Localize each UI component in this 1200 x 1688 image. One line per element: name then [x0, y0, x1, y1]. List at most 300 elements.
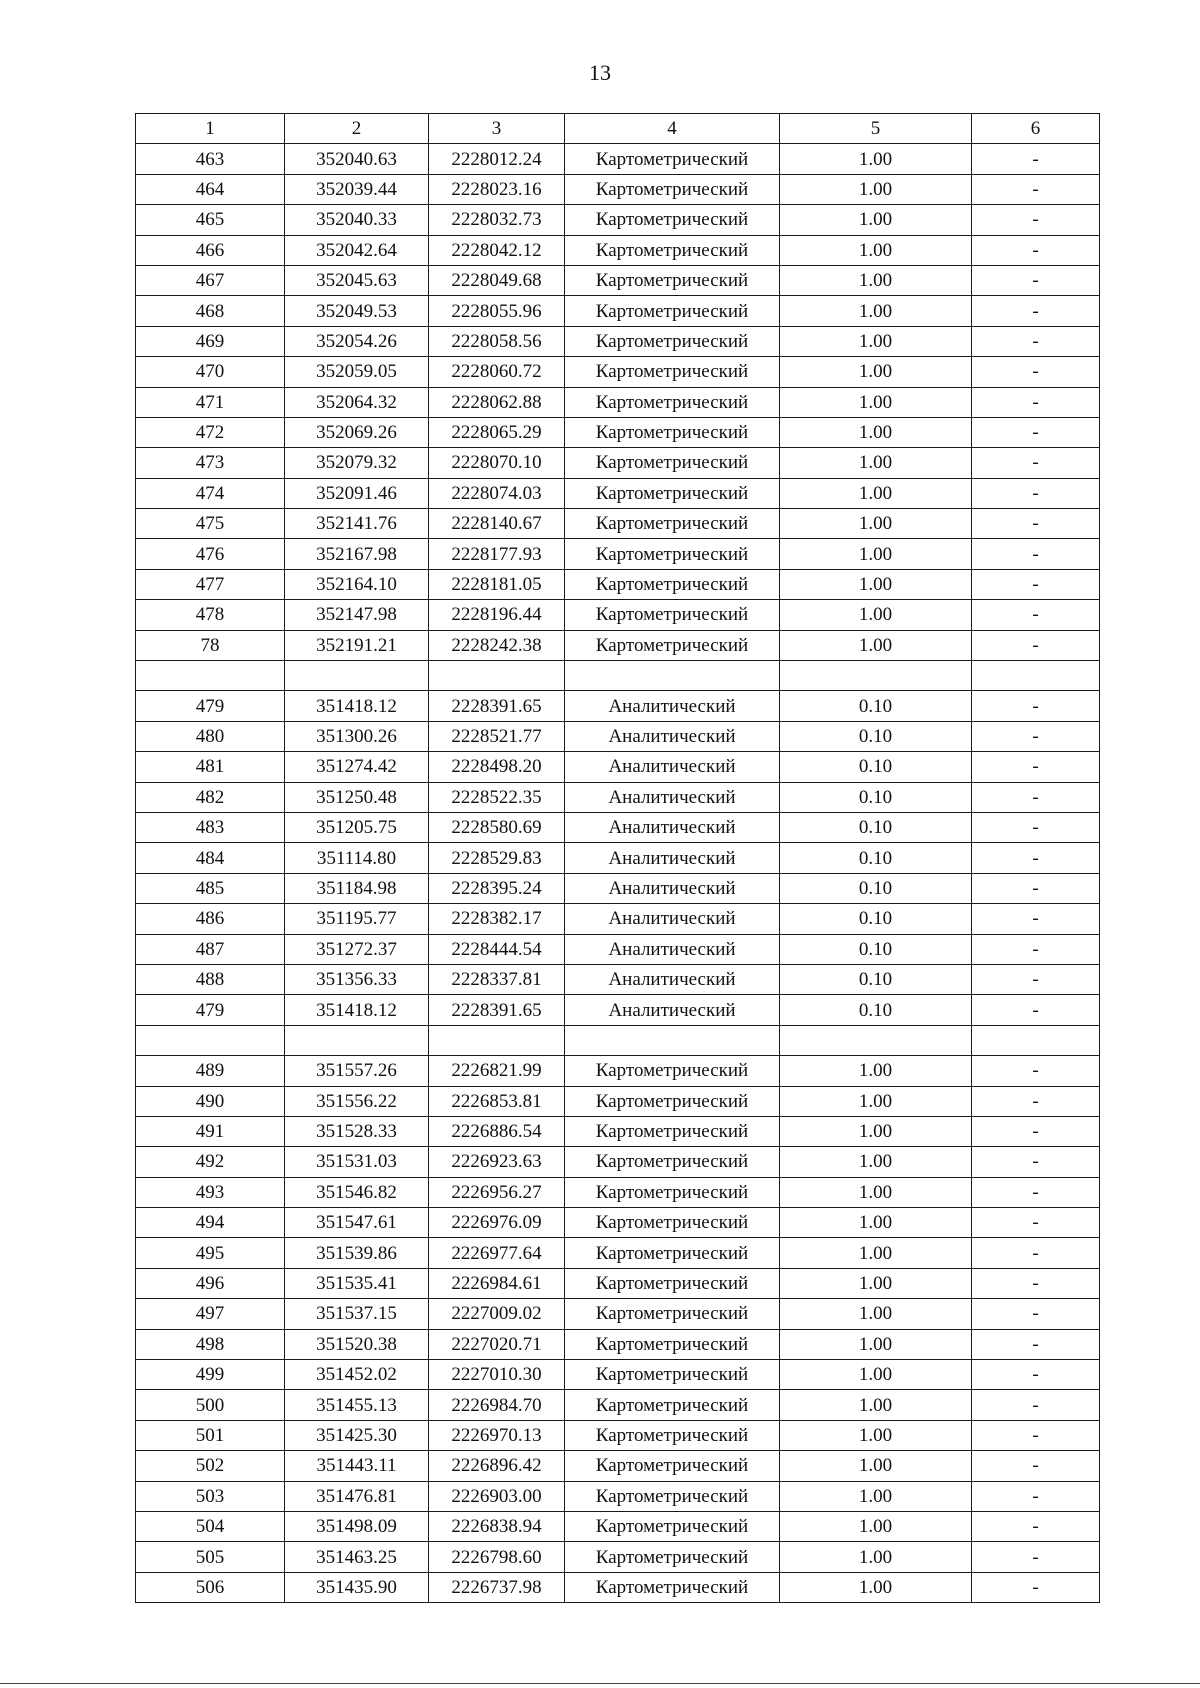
table-cell: 1.00 [780, 569, 972, 599]
table-cell: - [972, 235, 1100, 265]
table-cell: 476 [136, 539, 285, 569]
table-cell: 0.10 [780, 721, 972, 751]
table-cell: 351425.30 [285, 1420, 429, 1450]
table-cell: 351443.11 [285, 1451, 429, 1481]
table-cell: 352191.21 [285, 630, 429, 660]
table-cell: 351274.42 [285, 752, 429, 782]
table-cell [565, 1025, 780, 1055]
table-cell: 2227010.30 [429, 1360, 565, 1390]
table-cell: - [972, 1268, 1100, 1298]
table-cell: 351435.90 [285, 1572, 429, 1602]
table-cell: 2227020.71 [429, 1329, 565, 1359]
table-cell: Картометрический [565, 569, 780, 599]
table-cell: - [972, 205, 1100, 235]
table-row [136, 1420, 1100, 1450]
table-cell: 351547.61 [285, 1208, 429, 1238]
table-cell: - [972, 812, 1100, 842]
table-cell: 0.10 [780, 934, 972, 964]
table-row [136, 782, 1100, 812]
table-cell: 489 [136, 1056, 285, 1086]
table-cell: Картометрический [565, 1056, 780, 1086]
table-row [136, 1481, 1100, 1511]
table-cell: 2228391.65 [429, 995, 565, 1025]
table-cell: - [972, 1208, 1100, 1238]
table-cell: 2228181.05 [429, 569, 565, 599]
table-cell: 2226798.60 [429, 1542, 565, 1572]
table-cell: 2228522.35 [429, 782, 565, 812]
table-cell: 482 [136, 782, 285, 812]
table-row [136, 1451, 1100, 1481]
table-cell: 486 [136, 904, 285, 934]
table-cell: 2228012.24 [429, 144, 565, 174]
table-cell: - [972, 752, 1100, 782]
table-cell: Картометрический [565, 174, 780, 204]
table-cell: 474 [136, 478, 285, 508]
table-cell: - [972, 1451, 1100, 1481]
table-cell: - [972, 1147, 1100, 1177]
table-cell: 0.10 [780, 812, 972, 842]
table-cell: 466 [136, 235, 285, 265]
table-cell: Картометрический [565, 1360, 780, 1390]
table-cell: Аналитический [565, 812, 780, 842]
table-cell [429, 1025, 565, 1055]
table-row [136, 387, 1100, 417]
table-row [136, 478, 1100, 508]
table-cell: - [972, 1299, 1100, 1329]
table-cell: - [972, 448, 1100, 478]
table-cell: 480 [136, 721, 285, 751]
table-cell: 1.00 [780, 1481, 972, 1511]
table-cell: 352059.05 [285, 357, 429, 387]
table-cell: 2226956.27 [429, 1177, 565, 1207]
table-cell: Картометрический [565, 326, 780, 356]
table-cell: Картометрический [565, 417, 780, 447]
table-cell: Аналитический [565, 873, 780, 903]
table-cell: - [972, 569, 1100, 599]
table-cell: 352164.10 [285, 569, 429, 599]
table-cell [780, 661, 972, 691]
table-cell: 464 [136, 174, 285, 204]
table-row [136, 995, 1100, 1025]
table-cell: 492 [136, 1147, 285, 1177]
table-row [136, 144, 1100, 174]
table-cell: 351539.86 [285, 1238, 429, 1268]
table-cell: 352045.63 [285, 265, 429, 295]
table-cell [780, 1025, 972, 1055]
table-cell: Картометрический [565, 1116, 780, 1146]
table-cell: 2228062.88 [429, 387, 565, 417]
table-cell: 2228382.17 [429, 904, 565, 934]
table-cell: Картометрический [565, 265, 780, 295]
table-cell: - [972, 1177, 1100, 1207]
page-bottom-rule [0, 1683, 1200, 1684]
table-cell: 351356.33 [285, 964, 429, 994]
table-row [136, 1390, 1100, 1420]
table-row [136, 1360, 1100, 1390]
table-cell: 2228074.03 [429, 478, 565, 508]
table-cell: 351463.25 [285, 1542, 429, 1572]
table-cell: 2226984.70 [429, 1390, 565, 1420]
table-cell: 2228498.20 [429, 752, 565, 782]
table-cell: 1.00 [780, 205, 972, 235]
table-cell: 505 [136, 1542, 285, 1572]
table-cell: 2228337.81 [429, 964, 565, 994]
table-cell: 351114.80 [285, 843, 429, 873]
table-cell: Картометрический [565, 1572, 780, 1602]
table-cell: 2228032.73 [429, 205, 565, 235]
table-cell: Картометрический [565, 478, 780, 508]
table-cell: - [972, 357, 1100, 387]
table-cell: Картометрический [565, 1177, 780, 1207]
table-row [136, 843, 1100, 873]
table-cell: 0.10 [780, 752, 972, 782]
table-row [136, 357, 1100, 387]
table-cell: 463 [136, 144, 285, 174]
table-row [136, 1329, 1100, 1359]
table-separator-row [136, 661, 1100, 691]
table-cell: 351195.77 [285, 904, 429, 934]
table-cell: 1.00 [780, 1542, 972, 1572]
table-body [136, 144, 1100, 1603]
table-cell: 497 [136, 1299, 285, 1329]
table-cell: 2228395.24 [429, 873, 565, 903]
table-row [136, 1177, 1100, 1207]
column-header: 4 [565, 114, 780, 144]
table-cell: 1.00 [780, 1147, 972, 1177]
table-cell: Картометрический [565, 144, 780, 174]
table-cell: 1.00 [780, 1177, 972, 1207]
table-cell: 473 [136, 448, 285, 478]
table-cell: 1.00 [780, 1056, 972, 1086]
table-cell: 1.00 [780, 1511, 972, 1541]
table-cell: - [972, 873, 1100, 903]
table-cell: Аналитический [565, 752, 780, 782]
table-cell: Картометрический [565, 1208, 780, 1238]
table-cell: - [972, 995, 1100, 1025]
table-cell: - [972, 1481, 1100, 1511]
table-cell: - [972, 144, 1100, 174]
table-cell: - [972, 1390, 1100, 1420]
table-cell: - [972, 1511, 1100, 1541]
table-cell: 488 [136, 964, 285, 994]
table-cell: 1.00 [780, 326, 972, 356]
table-cell: - [972, 1056, 1100, 1086]
table-cell [429, 661, 565, 691]
table-cell: 1.00 [780, 1238, 972, 1268]
table-row [136, 296, 1100, 326]
table-cell: 1.00 [780, 1329, 972, 1359]
table-cell: 0.10 [780, 904, 972, 934]
table-row [136, 448, 1100, 478]
table-cell: 1.00 [780, 1420, 972, 1450]
table-row [136, 721, 1100, 751]
table-row [136, 539, 1100, 569]
table-cell: 352039.44 [285, 174, 429, 204]
table-cell: Картометрический [565, 600, 780, 630]
table-cell: 1.00 [780, 1086, 972, 1116]
table-cell: - [972, 934, 1100, 964]
table-cell: 1.00 [780, 1390, 972, 1420]
table-cell: 1.00 [780, 417, 972, 447]
table-cell: 1.00 [780, 478, 972, 508]
table-cell: 2226737.98 [429, 1572, 565, 1602]
table-cell: 503 [136, 1481, 285, 1511]
table-cell: 501 [136, 1420, 285, 1450]
table-cell: - [972, 691, 1100, 721]
table-row [136, 1542, 1100, 1572]
table-row [136, 630, 1100, 660]
table-cell [565, 661, 780, 691]
table-cell: - [972, 843, 1100, 873]
table-cell: 2226886.54 [429, 1116, 565, 1146]
table-cell: 2228177.93 [429, 539, 565, 569]
table-cell: 352079.32 [285, 448, 429, 478]
table-cell: 484 [136, 843, 285, 873]
table-cell [285, 1025, 429, 1055]
table-cell: Картометрический [565, 1420, 780, 1450]
table-cell: Картометрический [565, 1481, 780, 1511]
table-cell: 2228023.16 [429, 174, 565, 204]
table-cell: 1.00 [780, 1572, 972, 1602]
page-number: 13 [589, 60, 611, 85]
table-row [136, 873, 1100, 903]
table-cell: 2226821.99 [429, 1056, 565, 1086]
table-cell: 495 [136, 1238, 285, 1268]
table-cell: - [972, 1329, 1100, 1359]
table-cell: 1.00 [780, 1451, 972, 1481]
table-cell: 2228055.96 [429, 296, 565, 326]
table-cell: 469 [136, 326, 285, 356]
table-cell: Картометрический [565, 235, 780, 265]
table-cell: - [972, 964, 1100, 994]
table-cell: - [972, 721, 1100, 751]
table-cell: 351498.09 [285, 1511, 429, 1541]
table-cell [285, 661, 429, 691]
table-cell: 0.10 [780, 995, 972, 1025]
table-cell: 500 [136, 1390, 285, 1420]
table-row [136, 752, 1100, 782]
table-cell: - [972, 326, 1100, 356]
table-cell: 352064.32 [285, 387, 429, 417]
table-cell: 467 [136, 265, 285, 295]
table-cell: Аналитический [565, 904, 780, 934]
table-row [136, 934, 1100, 964]
table-cell: 1.00 [780, 265, 972, 295]
table-cell: Картометрический [565, 539, 780, 569]
table-row [136, 205, 1100, 235]
table-cell: 487 [136, 934, 285, 964]
table-cell: 2228042.12 [429, 235, 565, 265]
table-cell: 351557.26 [285, 1056, 429, 1086]
column-header: 6 [972, 114, 1100, 144]
table-row [136, 1147, 1100, 1177]
table-cell: Картометрический [565, 387, 780, 417]
table-cell: 2228070.10 [429, 448, 565, 478]
table-cell: Картометрический [565, 1329, 780, 1359]
table-cell: Аналитический [565, 843, 780, 873]
table-cell: 499 [136, 1360, 285, 1390]
table-cell: 490 [136, 1086, 285, 1116]
table-cell: 1.00 [780, 1268, 972, 1298]
table-cell: - [972, 1238, 1100, 1268]
table-cell: Картометрический [565, 1086, 780, 1116]
table-cell: Картометрический [565, 630, 780, 660]
table-cell: 479 [136, 995, 285, 1025]
table-cell: Картометрический [565, 1511, 780, 1541]
table-cell: 352042.64 [285, 235, 429, 265]
table-cell: 2226970.13 [429, 1420, 565, 1450]
table-cell: 2228058.56 [429, 326, 565, 356]
table-cell: - [972, 1360, 1100, 1390]
table-cell: 1.00 [780, 1208, 972, 1238]
table-cell: - [972, 1086, 1100, 1116]
table-row [136, 1238, 1100, 1268]
table-cell: Картометрический [565, 357, 780, 387]
table-row [136, 812, 1100, 842]
table-row [136, 691, 1100, 721]
table-cell: 0.10 [780, 873, 972, 903]
table-cell: 351476.81 [285, 1481, 429, 1511]
table-cell: Картометрический [565, 1147, 780, 1177]
table-cell: 479 [136, 691, 285, 721]
table-cell: Аналитический [565, 964, 780, 994]
table-row [136, 904, 1100, 934]
table-cell: 2228444.54 [429, 934, 565, 964]
table-cell: 2228580.69 [429, 812, 565, 842]
table-cell: Аналитический [565, 691, 780, 721]
table-cell: 1.00 [780, 296, 972, 326]
table-cell: 78 [136, 630, 285, 660]
column-header: 1 [136, 114, 285, 144]
table-cell: - [972, 387, 1100, 417]
table-row [136, 1299, 1100, 1329]
table-cell: 496 [136, 1268, 285, 1298]
table-cell: 351184.98 [285, 873, 429, 903]
table-cell: 2228049.68 [429, 265, 565, 295]
table-cell: Картометрический [565, 1451, 780, 1481]
table-cell: 352040.63 [285, 144, 429, 174]
table-cell: 351531.03 [285, 1147, 429, 1177]
table-cell: 493 [136, 1177, 285, 1207]
table-cell: 1.00 [780, 539, 972, 569]
table-cell: 351418.12 [285, 691, 429, 721]
table-cell: 351452.02 [285, 1360, 429, 1390]
table-cell: 2226903.00 [429, 1481, 565, 1511]
table-cell: Аналитический [565, 995, 780, 1025]
table-row [136, 1572, 1100, 1602]
table-cell: - [972, 904, 1100, 934]
table-cell: 1.00 [780, 144, 972, 174]
table-cell: Аналитический [565, 721, 780, 751]
table-cell: 481 [136, 752, 285, 782]
table-cell: 471 [136, 387, 285, 417]
table-cell: 352069.26 [285, 417, 429, 447]
table-row [136, 1208, 1100, 1238]
table-cell: 351418.12 [285, 995, 429, 1025]
table-cell: 491 [136, 1116, 285, 1146]
table-cell [972, 661, 1100, 691]
table-cell: 2226838.94 [429, 1511, 565, 1541]
table-cell: 1.00 [780, 600, 972, 630]
table-header-row [136, 114, 1100, 144]
table-row [136, 1268, 1100, 1298]
table-cell: 0.10 [780, 964, 972, 994]
table-cell: 1.00 [780, 1360, 972, 1390]
table-cell: 352167.98 [285, 539, 429, 569]
table-row [136, 569, 1100, 599]
table-row [136, 1511, 1100, 1541]
table-cell: - [972, 1542, 1100, 1572]
table-cell: Картометрический [565, 1390, 780, 1420]
coordinates-table [135, 113, 1100, 1603]
table-cell: 1.00 [780, 357, 972, 387]
table-cell: 351537.15 [285, 1299, 429, 1329]
table-separator-row [136, 1025, 1100, 1055]
table-cell: 2226853.81 [429, 1086, 565, 1116]
table-row [136, 1056, 1100, 1086]
table-cell: 2228529.83 [429, 843, 565, 873]
table-cell: 506 [136, 1572, 285, 1602]
table-cell: 478 [136, 600, 285, 630]
table-cell: 468 [136, 296, 285, 326]
column-header: 3 [429, 114, 565, 144]
table-cell: 1.00 [780, 448, 972, 478]
table-cell: 2228140.67 [429, 509, 565, 539]
table-cell: Аналитический [565, 934, 780, 964]
table-cell: Картометрический [565, 205, 780, 235]
table-cell: 1.00 [780, 509, 972, 539]
table-cell [136, 661, 285, 691]
table-cell: - [972, 478, 1100, 508]
table-cell: Аналитический [565, 782, 780, 812]
table-row [136, 174, 1100, 204]
table-cell: 351300.26 [285, 721, 429, 751]
table-cell: - [972, 417, 1100, 447]
table-cell: 504 [136, 1511, 285, 1541]
table-cell: 2228060.72 [429, 357, 565, 387]
table-row [136, 1086, 1100, 1116]
table-row [136, 235, 1100, 265]
column-header: 5 [780, 114, 972, 144]
table-cell: 351250.48 [285, 782, 429, 812]
table-cell: 475 [136, 509, 285, 539]
table-cell: 2228065.29 [429, 417, 565, 447]
table-cell: 351528.33 [285, 1116, 429, 1146]
table-cell: 1.00 [780, 235, 972, 265]
table-cell: - [972, 630, 1100, 660]
table-cell: 351205.75 [285, 812, 429, 842]
table-row [136, 1116, 1100, 1146]
table-row [136, 509, 1100, 539]
table-row [136, 600, 1100, 630]
table-cell: 351272.37 [285, 934, 429, 964]
table-cell: 2228391.65 [429, 691, 565, 721]
table-cell: - [972, 539, 1100, 569]
table-cell [972, 1025, 1100, 1055]
table-cell: Картометрический [565, 1542, 780, 1572]
table-cell: 2226977.64 [429, 1238, 565, 1268]
table-cell: Картометрический [565, 296, 780, 326]
table-cell: 1.00 [780, 1116, 972, 1146]
table-cell: 483 [136, 812, 285, 842]
table-cell: 0.10 [780, 691, 972, 721]
table-cell: - [972, 1572, 1100, 1602]
table-row [136, 265, 1100, 295]
table-cell: 1.00 [780, 630, 972, 660]
table-cell: - [972, 600, 1100, 630]
table-cell: 494 [136, 1208, 285, 1238]
table-cell: - [972, 265, 1100, 295]
